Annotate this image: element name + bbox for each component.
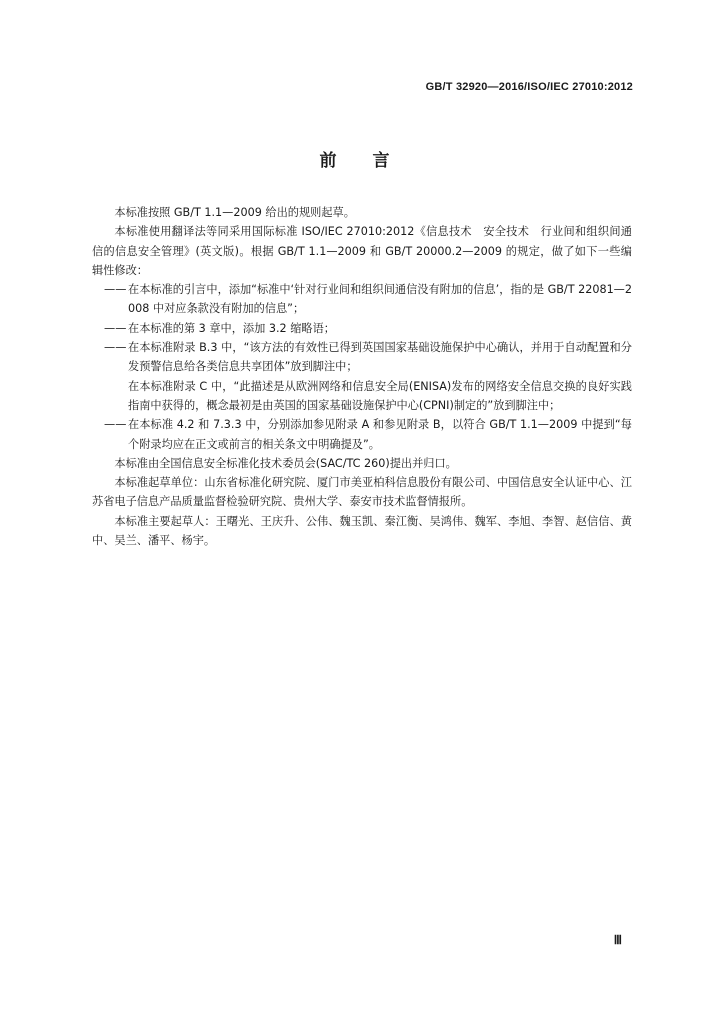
dash-marker: —— <box>104 341 127 355</box>
list-item-text: 在本标准的第 3 章中，添加 3.2 缩略语； <box>128 321 335 335</box>
list-item-modification-2 <box>92 319 632 338</box>
dash-marker: —— <box>104 321 127 335</box>
foreword-body <box>92 203 632 550</box>
list-item-modification-4 <box>92 415 632 454</box>
paragraph-drafters: 本标准主要起草人：王曙光、王庆升、公伟、魏玉凯、秦江衡、吴鸿伟、魏军、李旭、李智、赵信信、黄中、吴兰、潘平、杨宇。 <box>92 514 632 548</box>
paragraph-proposer: 本标准由全国信息安全标准化技术委员会(SAC/TC 260)提出并归口。 <box>114 456 457 470</box>
list-item-modification-1 <box>92 280 632 319</box>
page-number: Ⅲ <box>613 933 622 947</box>
list-item-text: 在本标准的引言中，添加“标准中‘针对行业间和组织间通信没有附加的信息’，指的是 GB/T 22081—2008 中对应条款没有附加的信息”； <box>128 283 632 316</box>
page-title: 前言 <box>319 151 426 171</box>
list-item-text: 在本标准附录 B.3 中，“该方法的有效性已得到英国国家基础设施保护中心确认，并用于自动配置和分发预警信息给各类信息共享团体”放到脚注中； <box>128 341 632 374</box>
paragraph-drafting-rules: 本标准按照 GB/T 1.1—2009 给出的规则起草。 <box>114 206 355 219</box>
list-item-text: 在本标准 4.2 和 7.3.3 中，分别添加参见附录 A 和参见附录 B，以符合 GB/T 1.1—2009 中提到“每个附录均应在正文或前言的相关条文中明确提及”。 <box>128 418 632 451</box>
standard-code-header: GB/T 32920—2016/ISO/IEC 27010:2012 <box>425 81 633 93</box>
list-item-modification-3 <box>92 338 632 377</box>
paragraph-adoption: 本标准使用翻译法等同采用国际标准 ISO/IEC 27010:2012《信息技术 安全技术 行业间和组织间通信的信息安全管理》(英文版)。根据 GB/T 1.1—2009 和 GB/T 20000.2—2009 的规定，做了如下一些编辑性修改： <box>92 225 632 277</box>
list-item-modification-3-continued: 在本标准附录 C 中，“此描述是从欧洲网络和信息安全局(ENISA)发布的网络安全信息交换的良好实践指南中获得的，概念最初是由英国的国家基础设施保护中心(CPNI)制定的”放到脚注中； <box>128 379 632 412</box>
paragraph-drafting-units: 本标准起草单位：山东省标准化研究院、厦门市美亚柏科信息股份有限公司、中国信息安全认证中心、江苏省电子信息产品质量监督检验研究院、贵州大学、泰安市技术监督情报所。 <box>92 476 632 509</box>
dash-marker: —— <box>104 283 127 297</box>
dash-marker: —— <box>104 418 127 432</box>
